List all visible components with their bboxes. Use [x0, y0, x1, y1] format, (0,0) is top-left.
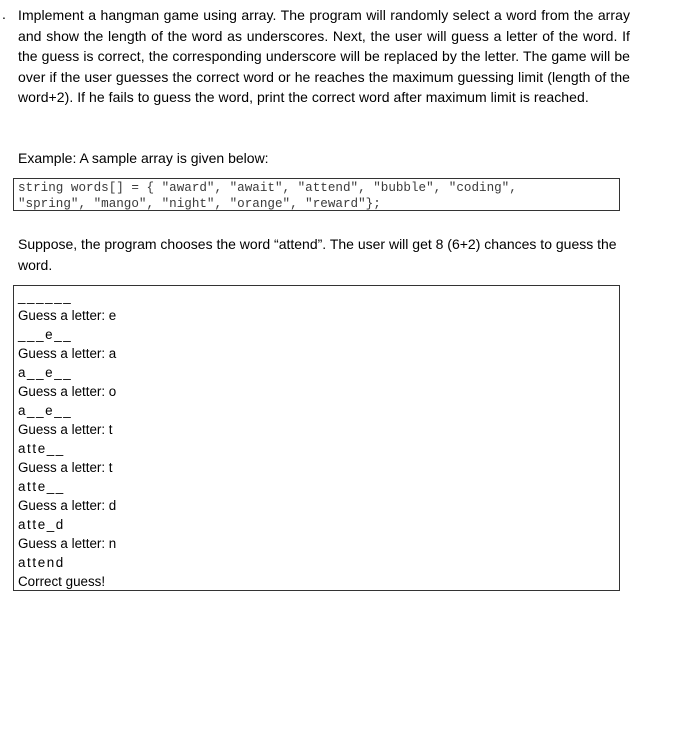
output-line-word: attend [18, 555, 65, 570]
output-line-guess: Guess a letter: a [18, 346, 117, 361]
output-line-guess: Guess a letter: n [18, 536, 117, 551]
code-block [13, 178, 620, 211]
code-line: string words[] = { "award", "await", "attend", "bubble", "coding", [18, 181, 517, 195]
output-line-result: Correct guess! [18, 574, 106, 589]
code-line: "spring", "mango", "night", "orange", "reward"}; [18, 197, 381, 211]
example-label: Example: A sample array is given below: [18, 150, 269, 166]
suppose-text: Suppose, the program chooses the word “attend”. The user will get 8 (6+2) chances to guess the word. [18, 236, 617, 273]
output-line-word: a__e__ [18, 365, 73, 380]
output-line-guess: Guess a letter: t [18, 422, 113, 437]
output-line-word: atte__ [18, 441, 65, 456]
output-line-word: ___e__ [18, 327, 73, 342]
output-line-guess: Guess a letter: o [18, 384, 117, 399]
output-line-word: atte__ [18, 479, 65, 494]
output-line-guess: Guess a letter: t [18, 460, 113, 475]
question-text: Implement a hangman game using array. The program will randomly select a word from the array and show the length of the word as underscores. Next, the user will guess a letter of the word. If the guess is correct, the corresponding underscore will be replaced by the letter. The game will be over if the user guesses the correct word or he reaches the maximum guessing limit (length of the word+2). If he fails to guess the word, print the correct word after maximum limit is reached. [18, 7, 630, 106]
output-line-word: a__e__ [18, 403, 73, 418]
output-line-guess: Guess a letter: e [18, 308, 117, 323]
sample-output-box [13, 285, 620, 591]
list-bullet: . [2, 6, 6, 22]
output-line-word: ______ [18, 289, 73, 304]
output-line-word: atte_d [18, 517, 65, 532]
output-line-guess: Guess a letter: d [18, 498, 117, 513]
